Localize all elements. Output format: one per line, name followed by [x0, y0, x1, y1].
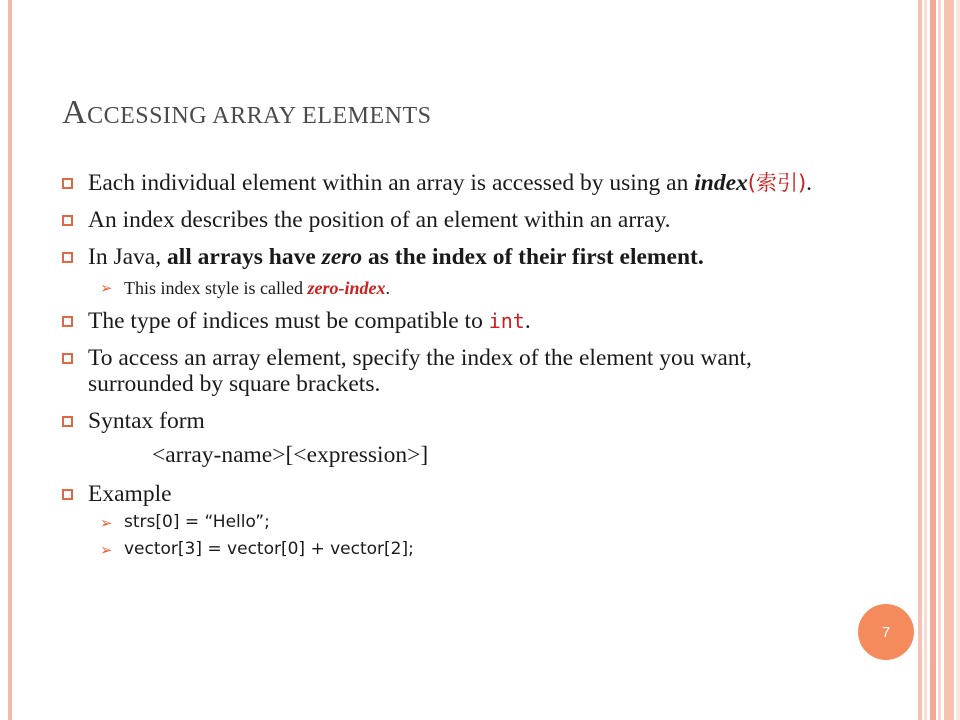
- bullet-code: int: [488, 309, 525, 333]
- arrow-bullet-icon: ➢: [100, 281, 113, 297]
- square-bullet-icon: [62, 178, 73, 189]
- stripe: [924, 0, 927, 720]
- bullet-zero-index: [62, 244, 842, 270]
- arrow-bullet-icon: ➢: [100, 541, 113, 559]
- bullet-text: Example: [88, 481, 172, 507]
- bullet-index-type: [62, 308, 842, 334]
- page-number: 7: [881, 623, 891, 641]
- slide-title: [62, 94, 432, 132]
- bullet-syntax-form: [62, 408, 842, 434]
- sub-bullet-zero-index: [62, 277, 842, 299]
- bullet-text: To access an array element, specify the index of the element you want, surrounded by square brackets.: [88, 345, 752, 397]
- example-line-1: [62, 511, 842, 533]
- bullet-text: Syntax form: [88, 408, 205, 434]
- square-bullet-icon: [62, 316, 73, 327]
- title-initial: A: [62, 94, 88, 131]
- bullet-access-element: [62, 345, 842, 397]
- stripe: [938, 0, 941, 720]
- title-rest: CCESSING ARRAY ELEMENTS: [87, 103, 432, 129]
- sub-bullet-punct: .: [385, 278, 390, 298]
- bullet-punct: .: [806, 170, 813, 196]
- stripe: [956, 0, 960, 720]
- square-bullet-icon: [62, 353, 73, 364]
- page-number-badge: [858, 604, 914, 660]
- sub-bullet-emphasis: zero-index: [307, 278, 386, 298]
- left-border-decoration: [8, 0, 12, 720]
- arrow-bullet-icon: ➢: [100, 514, 113, 532]
- bullet-example: [62, 481, 842, 507]
- example-code: vector[3] = vector[0] + vector[2];: [124, 539, 414, 559]
- bullet-bold: all arrays have: [166, 244, 322, 270]
- slide-content: [62, 170, 842, 569]
- bullet-punct: .: [524, 308, 531, 334]
- stripe: [918, 0, 922, 720]
- bullet-emphasis: index: [694, 170, 748, 196]
- bullet-text: The type of indices must be compatible to: [88, 308, 489, 334]
- bullet-text: In Java,: [88, 244, 167, 270]
- bullet-cjk-term: (索引): [747, 171, 807, 195]
- stripe: [930, 0, 936, 720]
- square-bullet-icon: [62, 489, 73, 500]
- syntax-example: <array-name>[<expression>]: [152, 442, 429, 468]
- example-line-2: [62, 538, 842, 560]
- stripe: [944, 0, 954, 720]
- bullet-index-position: [62, 207, 842, 233]
- square-bullet-icon: [62, 416, 73, 427]
- right-stripe-decoration: [918, 0, 960, 720]
- sub-bullet-text: This index style is called: [124, 278, 308, 298]
- bullet-text: Each individual element within an array is accessed by using an: [88, 170, 695, 196]
- bullet-bold: as the index of their first element.: [362, 244, 704, 270]
- bullet-bold-italic: zero: [321, 244, 363, 270]
- bullet-index-definition: [62, 170, 842, 196]
- bullet-text: An index describes the position of an element within an array.: [88, 207, 671, 233]
- square-bullet-icon: [62, 215, 73, 226]
- example-code: strs[0] = “Hello”;: [124, 512, 270, 532]
- square-bullet-icon: [62, 252, 73, 263]
